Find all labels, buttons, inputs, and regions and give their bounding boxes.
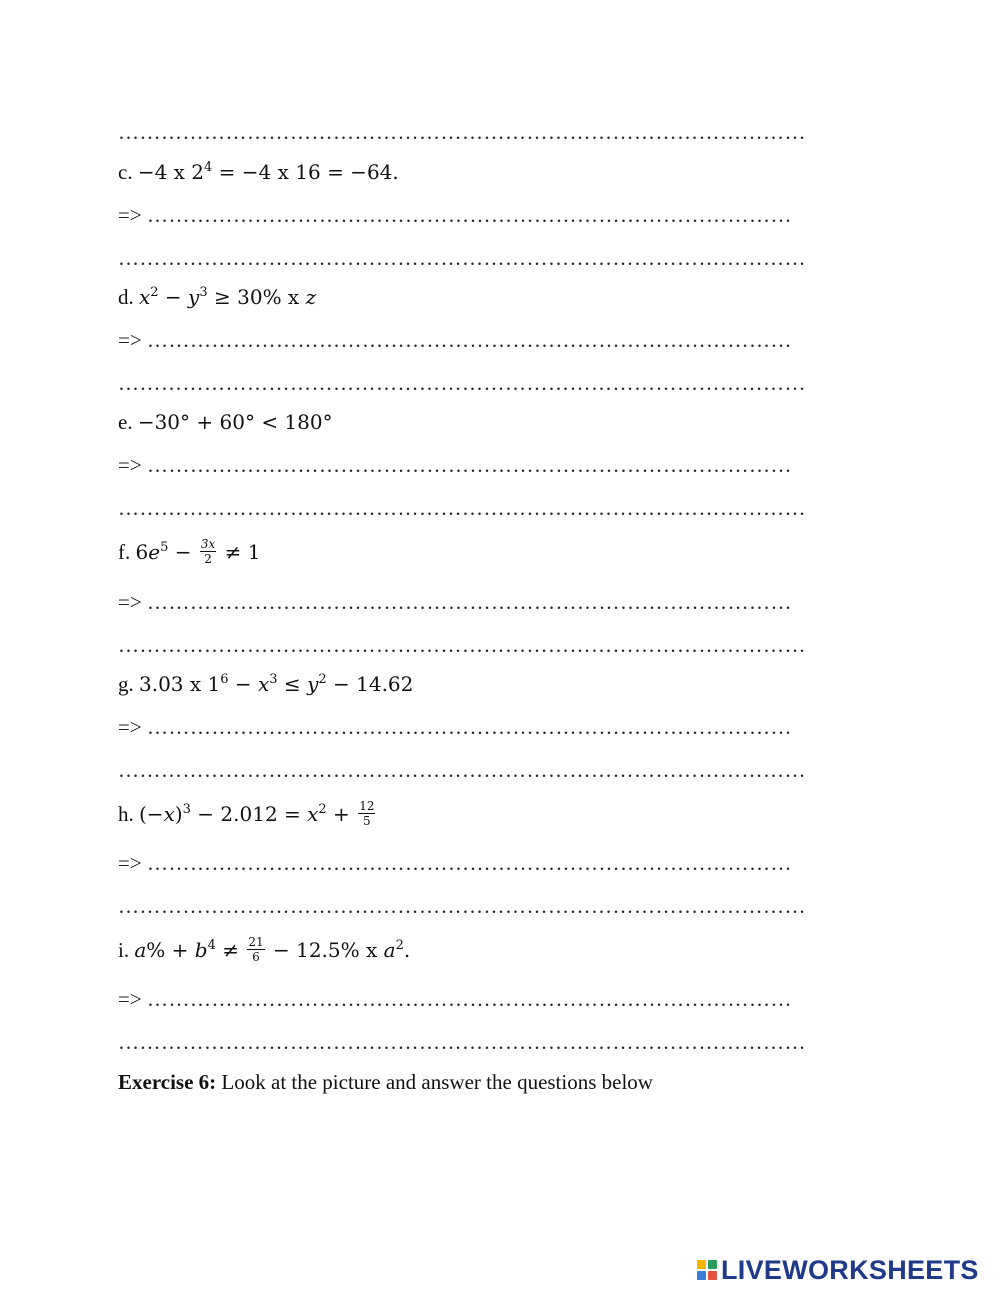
answer-line[interactable]: …………………………………………………………………………………… bbox=[118, 1030, 806, 1054]
fraction: $\frac{12}{5}$ bbox=[359, 799, 375, 828]
arrow-label: => bbox=[118, 328, 142, 352]
item-expression: $6e^5$ − $\frac{3x}{2}$ ≠ 1 bbox=[135, 537, 261, 566]
item-e bbox=[118, 408, 333, 436]
answer-row bbox=[118, 326, 792, 354]
item-h bbox=[118, 800, 377, 830]
answer-row bbox=[118, 713, 792, 741]
item-g bbox=[118, 670, 413, 698]
answer-line[interactable]: ……………………………………………………………………………… bbox=[146, 453, 792, 477]
logo-block bbox=[697, 1271, 706, 1280]
exercise-6-heading bbox=[118, 1068, 653, 1096]
answer-row bbox=[118, 451, 792, 479]
answer-line[interactable]: ……………………………………………………………………………… bbox=[146, 987, 792, 1011]
arrow-label: => bbox=[118, 203, 142, 227]
item-expression: $a\% + b^4$ ≠ $\frac{21}{6}$ − 12.5% x $a^2$. bbox=[134, 935, 411, 964]
answer-line[interactable]: ……………………………………………………………………………… bbox=[146, 590, 792, 614]
item-expression: −4 x $2^4 = -4$ x 16 = −64. bbox=[137, 160, 399, 184]
arrow-label: => bbox=[118, 987, 142, 1011]
item-d bbox=[118, 283, 316, 311]
arrow-label: => bbox=[118, 851, 142, 875]
answer-line[interactable]: …………………………………………………………………………………… bbox=[118, 371, 806, 395]
item-i bbox=[118, 936, 410, 966]
item-expression: −30° + 60° < 180° bbox=[137, 410, 333, 434]
answer-line[interactable]: ……………………………………………………………………………… bbox=[146, 715, 792, 739]
answer-line[interactable]: …………………………………………………………………………………… bbox=[118, 633, 806, 657]
answer-line[interactable]: …………………………………………………………………………………… bbox=[118, 758, 806, 782]
item-c bbox=[118, 158, 399, 186]
answer-line[interactable]: ……………………………………………………………………………… bbox=[146, 328, 792, 352]
answer-line[interactable]: ……………………………………………………………………………… bbox=[146, 851, 792, 875]
answer-row bbox=[118, 849, 792, 877]
answer-line[interactable]: …………………………………………………………………………………… bbox=[118, 496, 806, 520]
item-f bbox=[118, 538, 260, 568]
answer-row bbox=[118, 201, 792, 229]
logo-text: LIVEWORKSHEETS bbox=[721, 1254, 979, 1285]
logo-block bbox=[697, 1260, 706, 1269]
exercise-title: Exercise 6: bbox=[118, 1070, 217, 1094]
item-label: c. bbox=[118, 160, 133, 184]
item-expression: $(-x)^3 - 2.012 = x^2$ + $\frac{12}{5}$ bbox=[139, 799, 375, 828]
liveworksheets-logo bbox=[697, 1256, 979, 1284]
exercise-instruction: Look at the picture and answer the questions below bbox=[216, 1070, 653, 1094]
arrow-label: => bbox=[118, 453, 142, 477]
item-label: e. bbox=[118, 410, 133, 434]
answer-line[interactable]: …………………………………………………………………………………… bbox=[118, 894, 806, 918]
logo-block bbox=[708, 1271, 717, 1280]
logo-block bbox=[708, 1260, 717, 1269]
answer-line[interactable]: …………………………………………………………………………………… bbox=[118, 120, 806, 144]
fraction: $\frac{21}{6}$ bbox=[248, 935, 264, 964]
answer-row bbox=[118, 588, 792, 616]
arrow-label: => bbox=[118, 715, 142, 739]
item-label: i. bbox=[118, 938, 130, 962]
arrow-label: => bbox=[118, 590, 142, 614]
answer-line[interactable]: ……………………………………………………………………………… bbox=[146, 203, 792, 227]
answer-row bbox=[118, 985, 792, 1013]
item-label: f. bbox=[118, 540, 131, 564]
fraction: $\frac{3x}{2}$ bbox=[200, 537, 216, 566]
item-label: g. bbox=[118, 672, 134, 696]
item-label: d. bbox=[118, 285, 134, 309]
item-expression: 3.03 x $1^6 - x^3 \le y^2 - 14.62$ bbox=[139, 672, 414, 696]
answer-line[interactable]: …………………………………………………………………………………… bbox=[118, 246, 806, 270]
logo-blocks-icon bbox=[697, 1260, 717, 1280]
item-label: h. bbox=[118, 802, 134, 826]
item-expression: $x^2 - y^3 \ge 30\%$ x z bbox=[139, 285, 317, 309]
